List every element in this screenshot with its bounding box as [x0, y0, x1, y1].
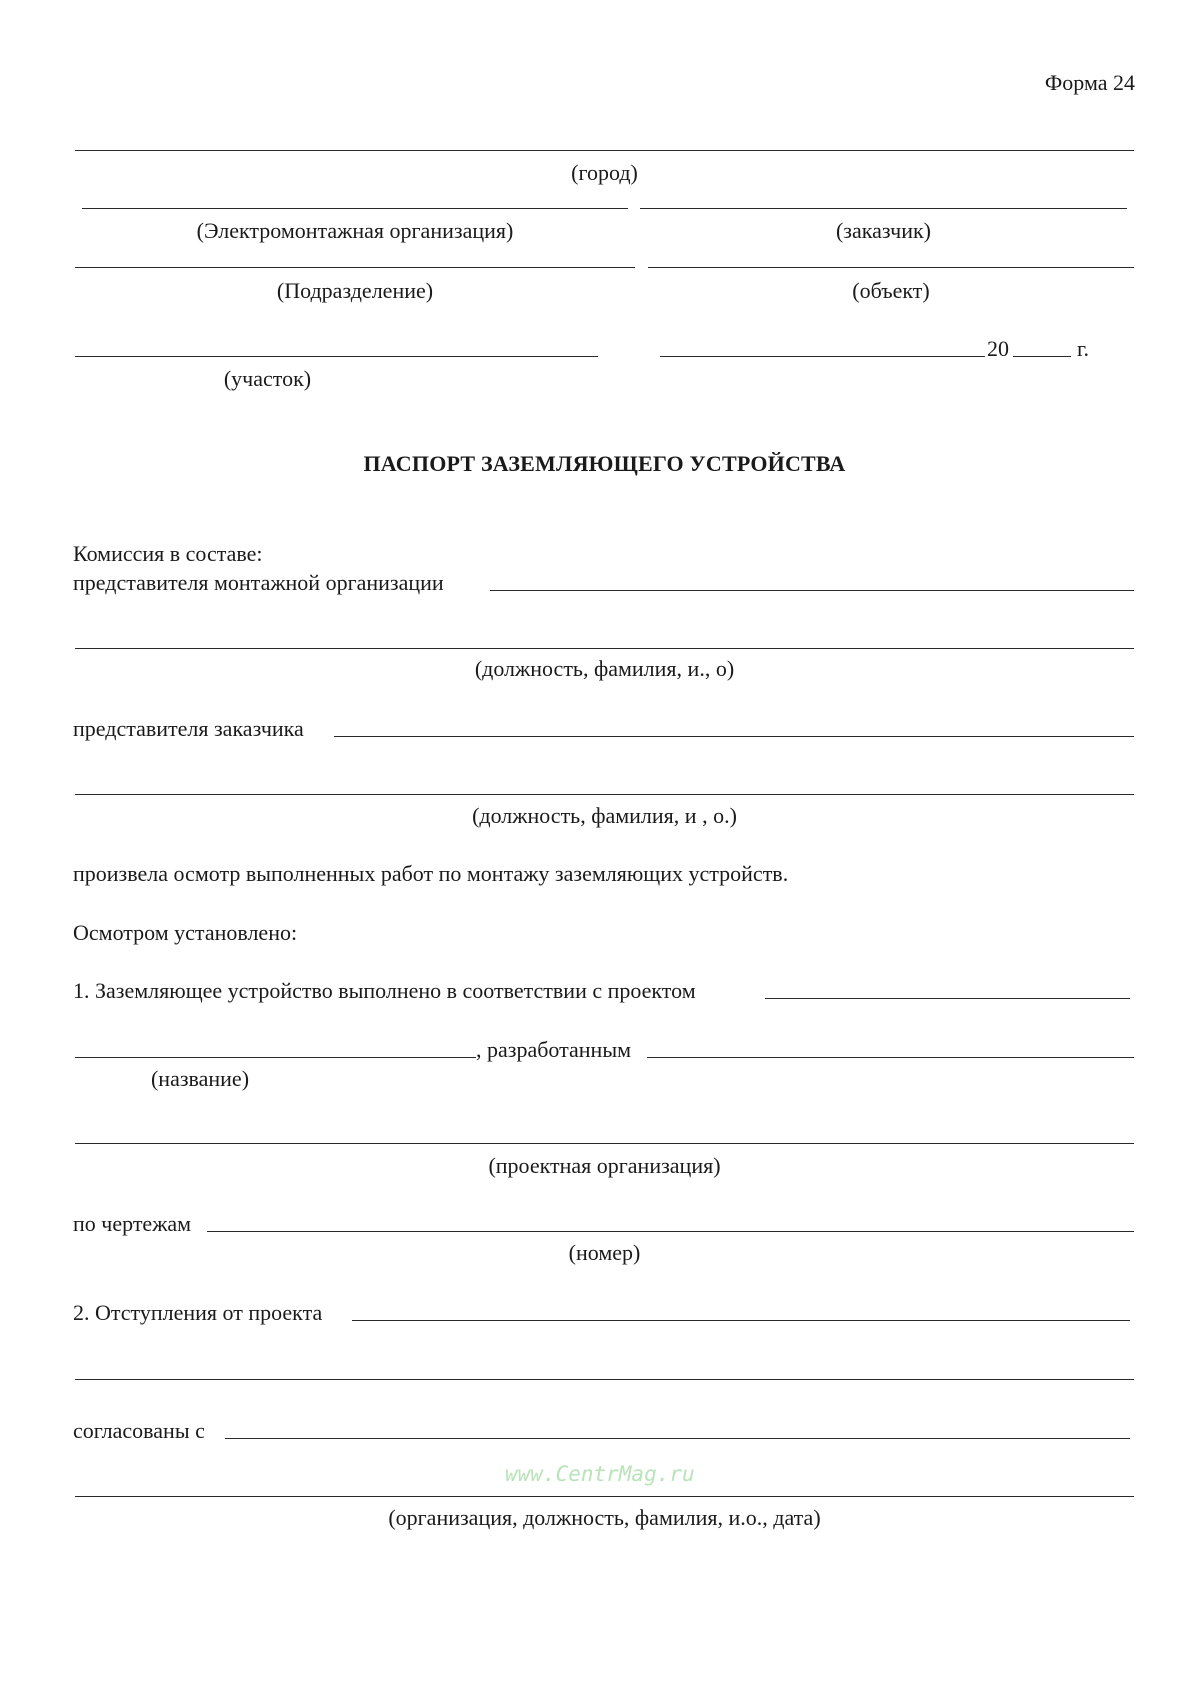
year-line[interactable] [1013, 356, 1071, 357]
installer-rep-line[interactable] [490, 590, 1134, 591]
position-caption-1: (должность, фамилия, и., о) [474, 656, 735, 681]
form-number: Форма 24 [1044, 70, 1135, 95]
developer-line[interactable] [647, 1057, 1134, 1058]
final-caption: (организация, должность, фамилия, и.о., дата) [388, 1505, 821, 1530]
name-caption: (название) [150, 1066, 250, 1091]
section-caption: (участок) [223, 366, 312, 391]
year-prefix: 20 [987, 336, 1009, 361]
city-caption: (город) [571, 160, 638, 185]
item2-text: 2. Отступления от проекта [73, 1300, 323, 1325]
agreed-label: согласованы с [73, 1418, 205, 1443]
installer-rep-line-2[interactable] [75, 648, 1134, 649]
agreed-line-2[interactable] [75, 1496, 1134, 1497]
customer-rep-line-2[interactable] [75, 794, 1134, 795]
installer-rep-label: представителя монтажной организации [73, 570, 444, 595]
established-text: Осмотром установлено: [73, 920, 298, 945]
number-caption: (номер) [568, 1240, 641, 1265]
city-line[interactable] [75, 150, 1134, 151]
watermark: www.CentrMag.ru [505, 1462, 695, 1486]
object-line[interactable] [648, 267, 1134, 268]
customer-line[interactable] [640, 208, 1127, 209]
customer-rep-line[interactable] [334, 736, 1134, 737]
agreed-line[interactable] [225, 1438, 1130, 1439]
document-title: ПАСПОРТ ЗАЗЕМЛЯЮЩЕГО УСТРОЙСТВА [363, 451, 846, 476]
project-name-line[interactable] [75, 1057, 476, 1058]
drawings-line[interactable] [207, 1231, 1134, 1232]
inspection-text: произвела осмотр выполненных работ по монтажу заземляющих устройств. [73, 861, 789, 886]
deviations-line[interactable] [352, 1320, 1130, 1321]
electro-org-line[interactable] [82, 208, 628, 209]
section-line[interactable] [75, 356, 598, 357]
position-caption-2: (должность, фамилия, и , о.) [472, 803, 737, 828]
drawings-label: по чертежам [73, 1211, 192, 1236]
electro-org-caption: (Электромонтажная организация) [196, 218, 514, 243]
item1-text: 1. Заземляющее устройство выполнено в соответствии с проектом [73, 978, 696, 1003]
design-org-line[interactable] [75, 1143, 1134, 1144]
date-line[interactable] [660, 356, 985, 357]
deviations-line-2[interactable] [75, 1379, 1134, 1380]
object-caption: (объект) [852, 278, 930, 303]
developed-label: , разработанным [476, 1037, 632, 1062]
design-org-caption: (проектная организация) [488, 1153, 721, 1178]
division-caption: (Подразделение) [276, 278, 434, 303]
project-line[interactable] [765, 998, 1130, 999]
division-line[interactable] [75, 267, 635, 268]
commission-intro: Комиссия в составе: [73, 541, 263, 566]
customer-rep-label: представителя заказчика [73, 716, 304, 741]
customer-caption: (заказчик) [835, 218, 931, 243]
year-suffix: г. [1077, 336, 1090, 361]
